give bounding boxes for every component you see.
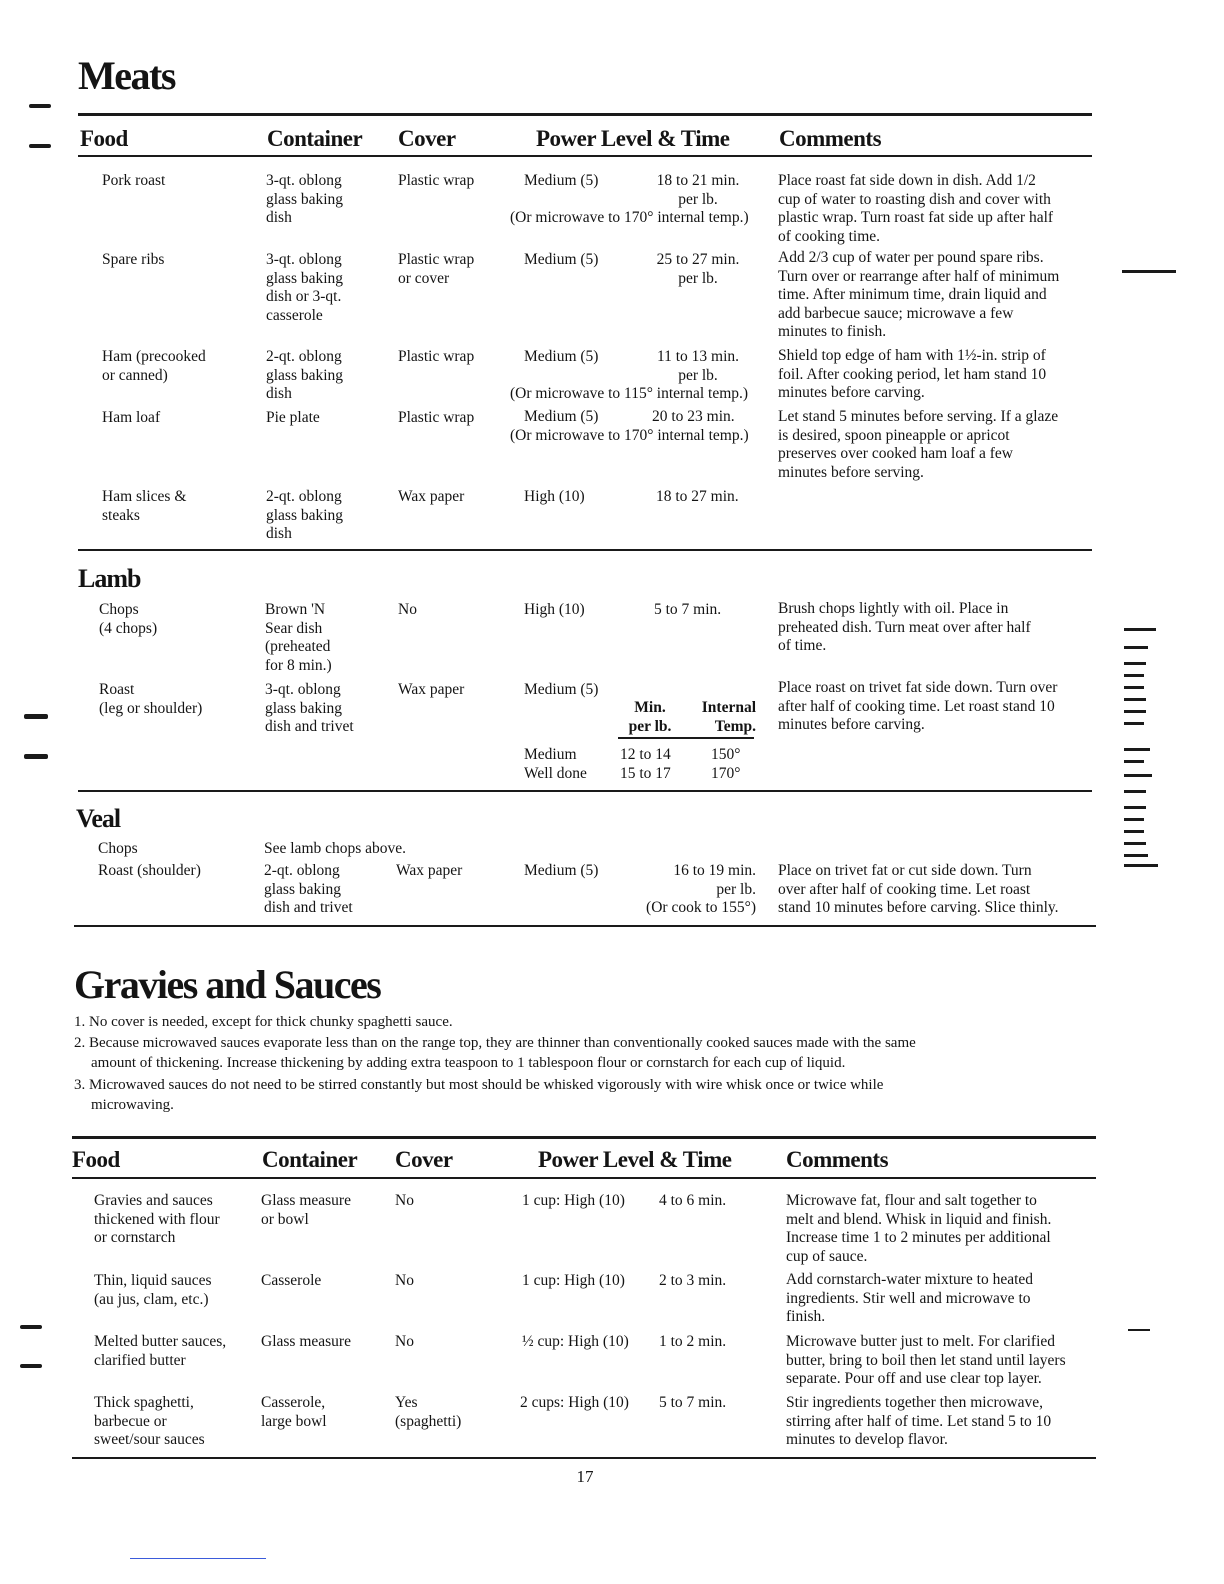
- container-cell: See lamb chops above.: [264, 840, 407, 857]
- header-food: Food: [80, 126, 128, 151]
- container-cell: Glass measure: [261, 1333, 351, 1350]
- note-3: 3. Microwaved sauces do not need to be stirred constantly but most should be whisked vigorously with wire whisk once or twice while: [74, 1077, 884, 1093]
- cover-cell: Wax paper: [398, 681, 465, 698]
- time-cell: 18 to 21 min. per lb.: [656, 172, 740, 208]
- container-cell: 2-qt. oblong glass baking dish: [266, 348, 344, 403]
- time-cell: 18 to 27 min.: [656, 488, 739, 505]
- header-power-level-time: Power Level & Time: [538, 1147, 732, 1172]
- min-per-lb-value: 15 to 17: [620, 765, 671, 782]
- container-cell: Casserole: [261, 1272, 322, 1289]
- internal-temp-value: 170°: [711, 765, 741, 782]
- food-cell: Spare ribs: [102, 251, 165, 268]
- food-cell: Roast (leg or shoulder): [99, 681, 203, 717]
- cover-cell: Plastic wrap: [398, 409, 475, 426]
- cover-cell: No: [398, 601, 417, 618]
- power-level-cell: ½ cup: High (10): [522, 1333, 629, 1350]
- food-cell: Ham (precooked or canned): [102, 348, 206, 384]
- rule: [72, 1177, 1096, 1179]
- comments-cell: Microwave fat, flour and salt together to melt and blend. Whisk in liquid and finish. Increase time 1 to 2 minutes per additional cup of sauce.: [786, 1192, 1052, 1265]
- temp-note: (Or microwave to 170° internal temp.): [510, 209, 749, 226]
- container-cell: 2-qt. oblong glass baking dish: [266, 488, 344, 543]
- meats-title: Meats: [78, 53, 175, 98]
- cover-cell: No: [395, 1272, 414, 1289]
- cover-cell: Yes (spaghetti): [395, 1394, 462, 1430]
- header-food: Food: [72, 1147, 120, 1172]
- time-cell: 11 to 13 min. per lb.: [656, 348, 740, 384]
- internal-temp-value: 150°: [711, 746, 741, 763]
- power-level-cell: 1 cup: High (10): [522, 1192, 625, 1209]
- food-cell: Ham slices & steaks: [102, 488, 187, 524]
- comments-cell: Brush chops lightly with oil. Place in preheated dish. Turn meat over after half of time.: [778, 600, 1031, 655]
- container-cell: 3-qt. oblong glass baking dish: [266, 172, 344, 227]
- note-2: 2. Because microwaved sauces evaporate less than on the range top, they are thinner than conventionally cooked sauces made with the same: [74, 1035, 916, 1051]
- header-comments: Comments: [779, 126, 882, 151]
- container-cell: 2-qt. oblong glass baking dish and trivet: [264, 862, 353, 917]
- header-cover: Cover: [395, 1147, 453, 1172]
- power-level-cell: Medium (5): [524, 172, 599, 189]
- header-power-level-time: Power Level & Time: [536, 126, 730, 151]
- time-cell: 5 to 7 min.: [654, 601, 722, 618]
- power-level-cell: Medium (5): [524, 348, 599, 365]
- lamb-subtitle: Lamb: [78, 564, 141, 593]
- cover-cell: Plastic wrap: [398, 348, 475, 365]
- food-cell: Ham loaf: [102, 409, 161, 426]
- container-cell: Glass measure or bowl: [261, 1192, 351, 1228]
- time-cell: 16 to 19 min. per lb. (Or cook to 155°): [646, 862, 756, 917]
- note-1: 1. No cover is needed, except for thick chunky spaghetti sauce.: [74, 1014, 453, 1030]
- container-cell: 3-qt. oblong glass baking dish and trivet: [265, 681, 354, 736]
- power-level-cell: Medium (5): [524, 862, 599, 879]
- veal-subtitle: Veal: [76, 804, 121, 833]
- time-cell: 5 to 7 min.: [659, 1394, 727, 1411]
- time-cell: 20 to 23 min.: [652, 408, 735, 425]
- rule: [78, 113, 1092, 116]
- rule: [78, 549, 1092, 551]
- food-cell: Melted butter sauces, clarified butter: [94, 1333, 227, 1369]
- food-cell: Roast (shoulder): [98, 862, 201, 879]
- page-number: 17: [576, 1467, 594, 1486]
- internal-temp-header: Internal Temp.: [701, 699, 756, 735]
- container-cell: Pie plate: [266, 409, 320, 426]
- food-cell: Pork roast: [102, 172, 166, 189]
- container-cell: 3-qt. oblong glass baking dish or 3-qt. casserole: [266, 251, 344, 324]
- comments-cell: Place on trivet fat or cut side down. Turn over after half of cooking time. Let roast stand 10 minutes before carving. Slice thinly.: [778, 862, 1059, 917]
- power-level-cell: 1 cup: High (10): [522, 1272, 625, 1289]
- cover-cell: Wax paper: [396, 862, 463, 879]
- cover-cell: No: [395, 1192, 414, 1209]
- food-cell: Thick spaghetti, barbecue or sweet/sour sauces: [94, 1394, 205, 1449]
- header-cover: Cover: [398, 126, 456, 151]
- comments-cell: Shield top edge of ham with 1½-in. strip of foil. After cooking period, let ham stand 10 minutes before carving.: [778, 347, 1047, 402]
- temp-note: (Or microwave to 170° internal temp.): [510, 427, 749, 444]
- header-container: Container: [267, 126, 363, 151]
- comments-cell: Place roast fat side down in dish. Add 1/2 cup of water to roasting dish and cover with plastic wrap. Turn roast fat side up after half of cooking time.: [778, 172, 1054, 245]
- food-cell: Chops: [98, 840, 138, 857]
- food-cell: Gravies and sauces thickened with flour or cornstarch: [94, 1192, 220, 1247]
- food-cell: Thin, liquid sauces (au jus, clam, etc.): [94, 1272, 212, 1308]
- rule: [78, 790, 1092, 792]
- power-level-cell: High (10): [524, 488, 585, 505]
- power-level-cell: High (10): [524, 601, 585, 618]
- rule: [618, 737, 754, 739]
- cover-cell: No: [395, 1333, 414, 1350]
- min-per-lb-header: Min. per lb.: [628, 699, 672, 735]
- food-cell: Chops (4 chops): [99, 601, 158, 637]
- power-level-cell: Medium (5): [524, 408, 599, 425]
- container-cell: Brown 'N Sear dish (preheated for 8 min.): [265, 601, 332, 674]
- min-per-lb-value: 12 to 14: [620, 746, 671, 763]
- rule: [78, 155, 1092, 157]
- comments-cell: Place roast on trivet fat side down. Turn over after half of cooking time. Let roast stand 10 minutes before carving.: [778, 679, 1058, 734]
- time-cell: 25 to 27 min. per lb.: [656, 251, 740, 287]
- gravies-title: Gravies and Sauces: [74, 962, 381, 1007]
- header-comments: Comments: [786, 1147, 889, 1172]
- time-cell: 1 to 2 min.: [659, 1333, 727, 1350]
- cover-cell: Plastic wrap or cover: [398, 251, 475, 287]
- cover-cell: Plastic wrap: [398, 172, 475, 189]
- cover-cell: Wax paper: [398, 488, 465, 505]
- rule: [72, 1136, 1096, 1139]
- time-cell: 4 to 6 min.: [659, 1192, 727, 1209]
- temp-note: (Or microwave to 115° internal temp.): [510, 385, 749, 402]
- power-level-cell: Medium (5): [524, 251, 599, 268]
- doneness-medium: Medium: [524, 746, 577, 763]
- comments-cell: Microwave butter just to melt. For clarified butter, bring to boil then let stand until layers separate. Pour off and use clear top layer.: [786, 1333, 1066, 1388]
- note-2-continued: amount of thickening. Increase thickening by adding extra teaspoon to 1 tablespoon flour or cornstarch for each cup of liquid.: [91, 1055, 846, 1071]
- power-level-cell: 2 cups: High (10): [520, 1394, 629, 1411]
- comments-cell: Add cornstarch-water mixture to heated ingredients. Stir well and microwave to finish.: [786, 1271, 1034, 1326]
- power-level-cell: Medium (5): [524, 681, 599, 698]
- rule: [72, 1457, 1096, 1459]
- container-cell: Casserole, large bowl: [261, 1394, 327, 1430]
- header-container: Container: [262, 1147, 358, 1172]
- doneness-well-done: Well done: [524, 765, 587, 782]
- time-cell: 2 to 3 min.: [659, 1272, 727, 1289]
- comments-cell: Let stand 5 minutes before serving. If a glaze is desired, spoon pineapple or apricot preserves over cooked ham loaf a few minutes before serving.: [778, 408, 1059, 481]
- note-3-continued: microwaving.: [91, 1097, 174, 1113]
- comments-cell: Add 2/3 cup of water per pound spare ribs. Turn over or rearrange after half of minimum time. After minimum time, drain liquid and add barbecue sauce; microwave a few minutes to finish.: [778, 249, 1060, 341]
- comments-cell: Stir ingredients together then microwave, stirring after half of time. Let stand 5 to 10 minutes to develop flavor.: [786, 1394, 1052, 1449]
- rule: [74, 925, 1096, 927]
